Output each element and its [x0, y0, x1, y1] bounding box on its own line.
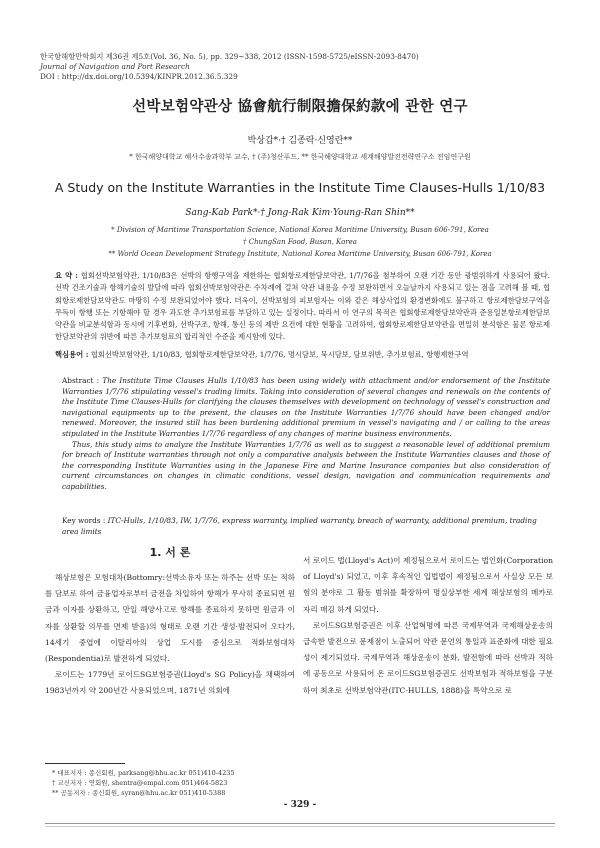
journal-header-line-2: Journal of Navigation and Port Research	[40, 62, 190, 71]
right-paragraph-1: 서 로이드 법(Lloyd's Act)이 제정됨으로서 로이드는 법인화(Corporation of Lloyd's) 되었고, 이후 후속적인 입법법이 제정됨으로서 사실상 모든 보험의 분야로 그 활동 범위를 확장하여 명실상부한 세계 해상보험의 메카로 자리 매김 하게 되었다.	[303, 556, 553, 614]
section-title-introduction: 1. 서 론	[149, 546, 191, 559]
keywords-english-label: Key words :	[62, 516, 106, 525]
affiliation-english-2: † ChungSan Food, Busan, Korea	[243, 238, 357, 246]
left-paragraph-1: 해상보험은 모험대차(Bottomry:선박소유자 또는 하주는 선박 또는 적하를 담보로 하여 금융업자로부터 금전을 차입하여 항해가 무사히 종료되면 원금과 이자를 상환하고, 만일 해양사고로 항해를 종료하지 못하면 원금과 이자를 상환할 의무를 면제 받음)의 형태로 오랜 기간 생성·발전되어 오다가, 14세기 중엽에 이탈리아의 상업 도시를 중심으로 적화보험대차(Respondentia)로 발전하게 되었다.	[45, 573, 295, 664]
keywords-english	[62, 516, 550, 537]
abstract-english	[62, 376, 550, 493]
footer-divider	[45, 823, 555, 824]
title-english: A Study on the Institute Warranties in the Institute Time Clauses-Hulls 1/10/83	[54, 180, 546, 195]
page-number: - 329 -	[283, 800, 317, 810]
footnote-3: ** 공동저자 : 종신회원, syran@hhu.ac.kr 051)410-5388	[52, 789, 226, 797]
body-right-column	[303, 553, 553, 699]
authors-korean: 박상갑*·† 김종락·신영란**	[247, 136, 353, 146]
journal-doi[interactable]: DOI : http://dx.doi.org/10.5394/KINPR.2012.36.5.329	[40, 72, 238, 81]
keywords-korean	[55, 350, 550, 360]
affiliation-korean: * 한국해양대학교 해사수송과학부 교수, † (주)청산푸드, ** 한국해양대학교 세계해양발전전략연구소 전임연구원	[129, 153, 471, 161]
journal-header-line-1: 한국항해항만학회지 제36권 제5호(Vol. 36, No. 5), pp. 329~338, 2012 (ISSN-1598-5725/eISSN-2093-8470)	[40, 52, 419, 61]
left-paragraph-2: 로이드는 1779년 로이드SG보험증권(Lloyd's SG Policy)을 채택하여 1983년까지 약 200년간 사용되었으며, 1871년 의회에	[45, 670, 295, 696]
right-paragraph-2: 로이드SG보험증권은 이후 산업혁명에 따른 국제무역과 국제해상운송의 급속한 발전으로 문제점이 노출되어 약관 문언의 통일과 표준화에 대한 필요성이 제기되었다. 국제무역과 해상운송이 분화, 발전함에 따라 선박과 적하에 공동으로 사용되어 온 로이드SG보험증권도 선박보험과 적하보험을 구분하여 최초로 선박보험약관(ITC-HULLS, 1888)을 특약으로 로	[303, 620, 553, 695]
keywords-korean-label: 핵심용어 :	[55, 350, 89, 359]
footnote-1: * 대표저자 : 종신회원, parksang@hhu.ac.kr 051)410-4235	[52, 769, 235, 777]
keywords-english-text: ITC-Hulls, 1/10/83, IW, 1/7/76, express warranty, implied warranty, breach of warranty, additional premium, trading area limits	[62, 516, 537, 536]
abstract-english-label: Abstract :	[62, 376, 100, 385]
footnote-2: † 교신저자 : 연회원, shentra@empal.com 051)464-5823	[52, 779, 228, 787]
abstract-korean-text: 협회선박보험약관, 1/10/83은 선박의 항행구역을 제한하는 협회항로제한담보약관, 1/7/76을 첨부하여 오랜 기간 동안 광범위하게 사용되어 왔다. 선박 건조기술과 항해기술의 발달에 따라 협회선박보험약관은 수차례에 걸쳐 약관 내용을 수정 보완하면서 오늘날까지 사용되고 있는 점을 고려해 볼 때, 협회항로제한담보약관도 마땅히 수정 보완되었어야 했다. 더욱이, 선박보험의 피보험자는 이와 같은 해상사업의 환경변화에도 불구하고 항로제한담보구역을 무득이 항행 또는 기항해야 할 경우 과도한 추가보험료를 부담하고 있는 실정이다. 따라서 이 연구의 목적은 협회항로제한담보약관과 준용일본항로제한담보약관을 비교분석함과 동시에 기후변화, 선박구조, 항해, 통신 등의 제반 요건에 대한 현황을 고려하여, 협회항로제한담보약관을 면밀히 분석함은 물론 항로제한담보약관의 위반에 따른 추가보험료의 합리적인 수준을 제시함에 있다.	[55, 271, 550, 342]
abstract-english-p2: Thus, this study aims to analyze the Institute Warranties 1/7/76 as well as to suggest a reasonable level of additional premium for breach of Institute warranties through not only a comparative analysis between the Institute Warranties clauses and those of the corresponding Institute Warranties using in the Japanese Fire and Marine Insurance companies but also consideration of current circumstances on changes in climatic conditions, vessel design, navigation and communication requirements and capabilities.	[62, 439, 550, 491]
keywords-korean-text: 협회선박보험약관, 1/10/83, 협회항로제한담보약관, 1/7/76, 명시담보, 묵시담보, 담보위반, 추가보험료, 항행제한구역	[90, 350, 469, 359]
footer-divider-secondary	[45, 826, 555, 827]
footnote-divider	[45, 763, 125, 764]
affiliation-english-1: * Division of Maritime Transportation Science, National Korea Maritime University, Busan 606-791, Korea	[111, 226, 489, 234]
abstract-korean	[55, 270, 550, 344]
abstract-english-p1: The Institute Time Clauses Hulls 1/10/83 has been using widely with attachment and/or endorsement of the Institute Warranties 1/7/76 stipulating vessel's trading limits. Taking into consideration of several changes and renewals on the contents of the Institute Time Clauses-Hulls for clarifying the clauses themselves with development on technology of vessel's construction and navigational equipments up to the present, the clauses on the Institute Warranties 1/7/76 should have been changed and/or renewed. Moreover, the insured still has been burdening additional premium in vessel's navigating and / or calling to the areas stipulated in the Institute Warranties 1/7/76 regardless of any changes of marine business environments.	[62, 376, 550, 438]
body-left-column	[45, 570, 295, 700]
authors-english: Sang-Kab Park*·† Jong-Rak Kim·Young-Ran Shin**	[185, 208, 415, 218]
affiliation-english-3: ** World Ocean Development Strategy Institute, National Korea Maritime University, Busan 606-791, Korea	[108, 250, 492, 258]
title-korean: 선박보험약관상 協會航行制限擔保約款에 관한 연구	[132, 98, 468, 115]
abstract-korean-label: 요 약 :	[55, 271, 78, 280]
